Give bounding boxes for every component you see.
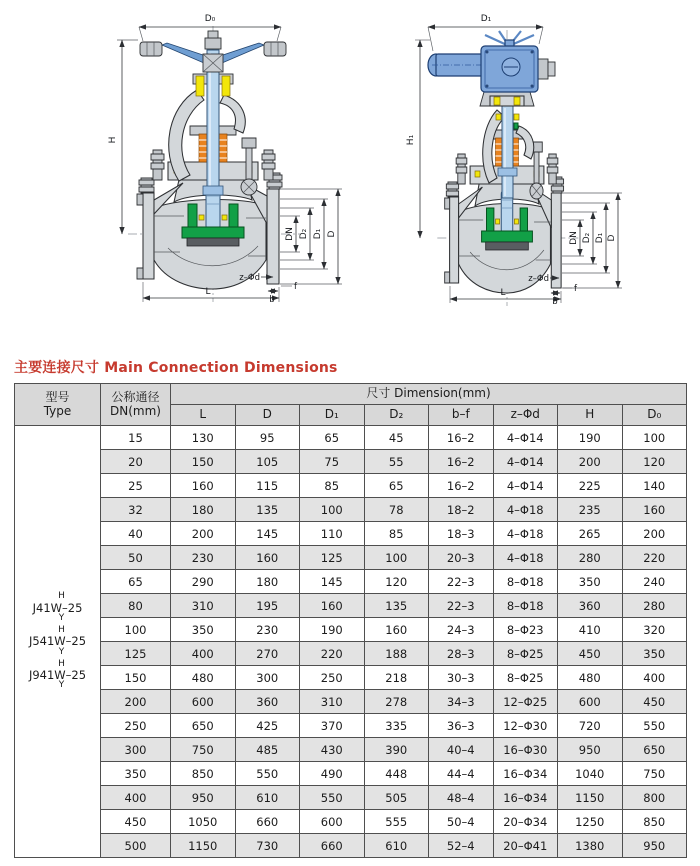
dim-label-zd: z–Φd	[239, 273, 260, 283]
table-cell: 250	[300, 666, 365, 690]
table-cell: 950	[558, 738, 623, 762]
dim-label-h: H	[108, 136, 118, 144]
table-cell: 555	[364, 810, 429, 834]
table-cell: 220	[300, 642, 365, 666]
right-valve-drawing	[406, 14, 622, 307]
type-entry	[17, 660, 98, 691]
table-cell: 12–Φ30	[493, 714, 558, 738]
electric-actuator	[428, 31, 555, 106]
table-cell: 218	[364, 666, 429, 690]
table-row	[15, 522, 687, 546]
table-cell: 8–Φ18	[493, 594, 558, 618]
table-cell: 16–Φ30	[493, 738, 558, 762]
dim-label-d0: D₀	[204, 14, 216, 24]
table-cell: 505	[364, 786, 429, 810]
table-cell: 145	[300, 570, 365, 594]
table-row	[15, 618, 687, 642]
column-header: z–Φd	[493, 405, 558, 426]
type-variant-bottom: Y	[58, 646, 65, 657]
column-header: D₁	[300, 405, 365, 426]
table-cell: 235	[558, 498, 623, 522]
type-variant-top: H	[58, 591, 65, 602]
column-header-type	[15, 384, 101, 426]
column-header-dn	[101, 384, 171, 426]
table-cell: 190	[300, 618, 365, 642]
table-cell: 370	[300, 714, 365, 738]
left-valve-drawing	[108, 14, 342, 305]
table-cell: 15	[101, 426, 171, 450]
table-cell: 1150	[171, 834, 236, 858]
table-cell: 950	[171, 786, 236, 810]
table-cell: 16–2	[429, 450, 494, 474]
table-cell: 610	[235, 786, 300, 810]
table-cell: 130	[171, 426, 236, 450]
table-cell: 34–3	[429, 690, 494, 714]
table-cell: 335	[364, 714, 429, 738]
dim-label-l: L	[500, 288, 506, 298]
table-cell: 720	[558, 714, 623, 738]
table-cell: 220	[622, 546, 687, 570]
column-header: H	[558, 405, 623, 426]
table-cell: 135	[235, 498, 300, 522]
table-cell: 600	[558, 690, 623, 714]
table-cell: 1040	[558, 762, 623, 786]
table-cell: 55	[364, 450, 429, 474]
table-cell: 8–Φ23	[493, 618, 558, 642]
table-cell: 750	[622, 762, 687, 786]
table-cell: 230	[235, 618, 300, 642]
header-line: 型号	[45, 389, 70, 404]
dimension-table-wrap	[14, 383, 687, 858]
table-cell: 850	[622, 810, 687, 834]
table-row	[15, 690, 687, 714]
table-cell: 485	[235, 738, 300, 762]
table-cell: 195	[235, 594, 300, 618]
table-cell: 16–Φ34	[493, 786, 558, 810]
table-cell: 95	[235, 426, 300, 450]
type-variant-top: H	[58, 625, 65, 636]
table-cell: 4–Φ18	[493, 522, 558, 546]
table-cell: 300	[235, 666, 300, 690]
table-cell: 1250	[558, 810, 623, 834]
table-row	[15, 570, 687, 594]
table-cell: 350	[101, 762, 171, 786]
table-cell: 280	[558, 546, 623, 570]
table-cell: 4–Φ14	[493, 426, 558, 450]
table-cell: 120	[364, 570, 429, 594]
table-cell: 400	[101, 786, 171, 810]
table-header	[15, 384, 687, 426]
table-cell: 75	[300, 450, 365, 474]
table-cell: 8–Φ25	[493, 666, 558, 690]
header-line: 公称通径	[111, 389, 160, 404]
table-cell: 160	[235, 546, 300, 570]
table-cell: 490	[300, 762, 365, 786]
table-cell: 18–3	[429, 522, 494, 546]
table-cell: 25	[101, 474, 171, 498]
type-variant-top: H	[58, 658, 65, 669]
table-row	[15, 450, 687, 474]
column-header: D₀	[622, 405, 687, 426]
table-cell: 40–4	[429, 738, 494, 762]
table-cell: 8–Φ18	[493, 570, 558, 594]
table-cell: 660	[235, 810, 300, 834]
header-line: Type	[43, 403, 72, 418]
table-cell: 85	[364, 522, 429, 546]
table-row	[15, 474, 687, 498]
table-cell: 22–3	[429, 570, 494, 594]
table-cell: 160	[622, 498, 687, 522]
table-cell: 50–4	[429, 810, 494, 834]
dim-label-d2: D₂	[582, 232, 592, 244]
column-header-dimension-group: 尺寸 Dimension(mm)	[171, 384, 687, 405]
type-entry	[17, 592, 98, 623]
table-cell: 32	[101, 498, 171, 522]
table-row	[15, 498, 687, 522]
valve-technical-drawings	[0, 0, 700, 350]
table-cell: 4–Φ18	[493, 546, 558, 570]
table-cell: 200	[171, 522, 236, 546]
table-cell: 16–2	[429, 474, 494, 498]
table-cell: 24–3	[429, 618, 494, 642]
table-cell: 16–2	[429, 426, 494, 450]
table-cell: 1380	[558, 834, 623, 858]
table-cell: 180	[235, 570, 300, 594]
table-cell: 240	[622, 570, 687, 594]
table-cell: 410	[558, 618, 623, 642]
table-cell: 550	[300, 786, 365, 810]
table-row	[15, 786, 687, 810]
dim-label-d1: D₁	[313, 228, 323, 240]
table-cell: 160	[171, 474, 236, 498]
table-cell: 52–4	[429, 834, 494, 858]
table-row	[15, 738, 687, 762]
table-cell: 550	[622, 714, 687, 738]
table-cell: 350	[558, 570, 623, 594]
table-cell: 140	[622, 474, 687, 498]
table-cell: 750	[171, 738, 236, 762]
type-designation: J41W–25	[32, 600, 83, 615]
table-cell: 480	[558, 666, 623, 690]
table-cell: 188	[364, 642, 429, 666]
table-cell: 360	[558, 594, 623, 618]
table-cell: 660	[300, 834, 365, 858]
table-cell: 85	[300, 474, 365, 498]
table-cell: 44–4	[429, 762, 494, 786]
table-cell: 30–3	[429, 666, 494, 690]
table-cell: 78	[364, 498, 429, 522]
table-row	[15, 834, 687, 858]
dim-label-dn: DN	[569, 231, 579, 245]
table-cell: 22–3	[429, 594, 494, 618]
table-row	[15, 666, 687, 690]
table-cell: 310	[171, 594, 236, 618]
table-cell: 450	[101, 810, 171, 834]
table-cell: 600	[171, 690, 236, 714]
table-cell: 4–Φ18	[493, 498, 558, 522]
table-cell: 200	[101, 690, 171, 714]
table-cell: 18–2	[429, 498, 494, 522]
table-cell: 225	[558, 474, 623, 498]
table-cell: 80	[101, 594, 171, 618]
column-header: D	[235, 405, 300, 426]
table-row	[15, 762, 687, 786]
table-cell: 200	[558, 450, 623, 474]
table-cell: 125	[300, 546, 365, 570]
table-cell: 600	[300, 810, 365, 834]
type-variant-bottom: Y	[58, 680, 65, 691]
table-cell: 4–Φ14	[493, 450, 558, 474]
table-cell: 20–Φ41	[493, 834, 558, 858]
table-cell: 1050	[171, 810, 236, 834]
dim-label-d2: D₂	[299, 228, 309, 240]
type-variant-bottom: Y	[58, 612, 65, 623]
column-header: D₂	[364, 405, 429, 426]
table-cell: 190	[558, 426, 623, 450]
table-cell: 120	[622, 450, 687, 474]
table-cell: 100	[300, 498, 365, 522]
table-cell: 28–3	[429, 642, 494, 666]
dim-label-dn: DN	[285, 227, 295, 241]
table-cell: 430	[300, 738, 365, 762]
table-cell: 650	[622, 738, 687, 762]
table-cell: 12–Φ25	[493, 690, 558, 714]
table-row	[15, 642, 687, 666]
table-cell: 45	[364, 426, 429, 450]
table-cell: 350	[622, 642, 687, 666]
table-cell: 310	[300, 690, 365, 714]
table-row	[15, 810, 687, 834]
table-cell: 115	[235, 474, 300, 498]
header-line: DN(mm)	[110, 403, 161, 418]
table-cell: 65	[300, 426, 365, 450]
connection-dimensions-table	[14, 383, 687, 858]
table-cell: 8–Φ25	[493, 642, 558, 666]
table-cell: 65	[364, 474, 429, 498]
table-cell: 180	[171, 498, 236, 522]
table-cell: 550	[235, 762, 300, 786]
table-cell: 160	[364, 618, 429, 642]
table-cell: 800	[622, 786, 687, 810]
table-cell: 160	[300, 594, 365, 618]
table-cell: 350	[171, 618, 236, 642]
table-cell: 100	[101, 618, 171, 642]
table-cell: 400	[171, 642, 236, 666]
table-cell: 450	[622, 690, 687, 714]
dim-label-zd: z–Φd	[528, 274, 549, 284]
table-cell: 4–Φ14	[493, 474, 558, 498]
table-cell: 135	[364, 594, 429, 618]
table-cell: 150	[171, 450, 236, 474]
table-cell: 65	[101, 570, 171, 594]
type-entry	[17, 626, 98, 657]
table-cell: 100	[622, 426, 687, 450]
table-cell: 390	[364, 738, 429, 762]
dim-label-d1: D₁	[595, 232, 605, 244]
dim-label-f: f	[574, 284, 577, 294]
table-cell: 48–4	[429, 786, 494, 810]
table-cell: 100	[364, 546, 429, 570]
table-cell: 730	[235, 834, 300, 858]
table-cell: 20–3	[429, 546, 494, 570]
dim-label-l: L	[205, 287, 211, 297]
table-cell: 950	[622, 834, 687, 858]
table-cell: 650	[171, 714, 236, 738]
table-cell: 300	[101, 738, 171, 762]
table-cell: 280	[622, 594, 687, 618]
dim-label-b: b	[269, 295, 275, 305]
type-designation: J941W–25	[28, 668, 87, 683]
table-body	[15, 426, 687, 858]
table-cell: 270	[235, 642, 300, 666]
table-cell: 230	[171, 546, 236, 570]
table-cell: 20	[101, 450, 171, 474]
table-cell: 278	[364, 690, 429, 714]
dim-label-d: D	[327, 230, 337, 238]
table-row	[15, 594, 687, 618]
table-cell: 145	[235, 522, 300, 546]
type-designation: J541W–25	[28, 634, 87, 649]
type-cell	[15, 426, 101, 858]
table-cell: 400	[622, 666, 687, 690]
table-cell: 450	[558, 642, 623, 666]
table-cell: 290	[171, 570, 236, 594]
column-header: b–f	[429, 405, 494, 426]
table-cell: 448	[364, 762, 429, 786]
dim-label-b: b	[552, 297, 558, 307]
table-cell: 265	[558, 522, 623, 546]
table-cell: 36–3	[429, 714, 494, 738]
dim-label-h1: H₁	[406, 134, 416, 146]
header-row	[15, 384, 687, 405]
table-cell: 360	[235, 690, 300, 714]
table-cell: 50	[101, 546, 171, 570]
table-cell: 40	[101, 522, 171, 546]
dim-label-d: D	[607, 234, 617, 242]
table-cell: 1150	[558, 786, 623, 810]
table-cell: 200	[622, 522, 687, 546]
table-cell: 250	[101, 714, 171, 738]
dim-label-f: f	[294, 282, 297, 292]
table-cell: 480	[171, 666, 236, 690]
table-cell: 320	[622, 618, 687, 642]
table-cell: 850	[171, 762, 236, 786]
dim-label-d1-top: D₁	[480, 14, 492, 24]
table-cell: 610	[364, 834, 429, 858]
section-title: 主要连接尺寸 Main Connection Dimensions	[14, 360, 338, 376]
table-cell: 16–Φ34	[493, 762, 558, 786]
table-cell: 425	[235, 714, 300, 738]
table-cell: 110	[300, 522, 365, 546]
table-cell: 20–Φ34	[493, 810, 558, 834]
table-cell: 125	[101, 642, 171, 666]
table-row	[15, 546, 687, 570]
table-row	[15, 714, 687, 738]
table-cell: 105	[235, 450, 300, 474]
table-cell: 500	[101, 834, 171, 858]
table-cell: 150	[101, 666, 171, 690]
column-header: L	[171, 405, 236, 426]
table-row	[15, 426, 687, 450]
